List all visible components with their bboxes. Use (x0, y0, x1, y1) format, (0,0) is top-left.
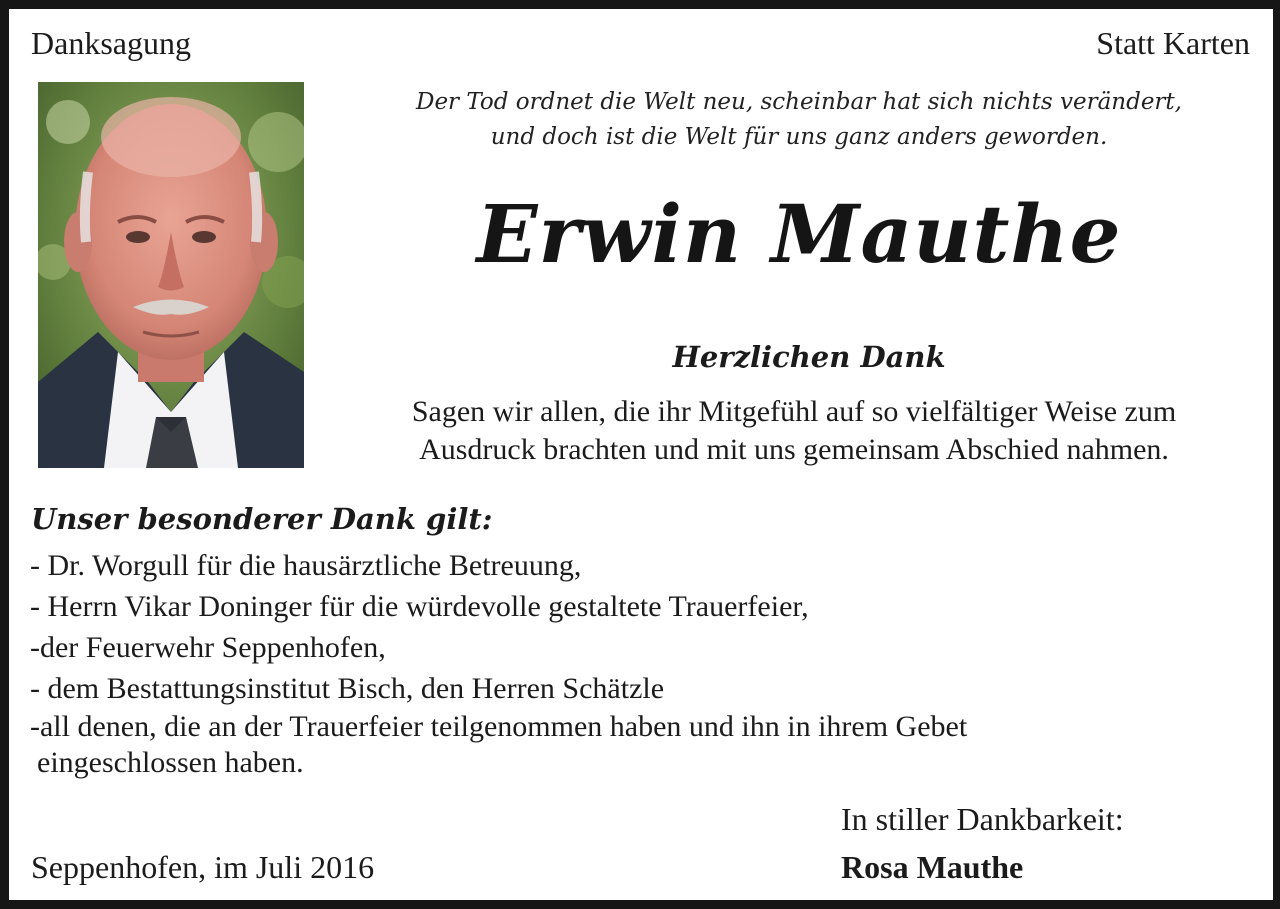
place-date: Seppenhofen, im Juli 2016 (31, 849, 375, 885)
list-item: - Dr. Worgull für die hausärztliche Betreuung, (30, 549, 582, 582)
thanks-line-2: Ausdruck brachten und mit uns gemeinsam Abschied nahmen. (419, 433, 1169, 466)
header-statt-karten: Statt Karten (1096, 25, 1250, 61)
quote-line-2: und doch ist die Welt für uns ganz anders geworden. (490, 124, 1108, 150)
thanks-title: Herzlichen Dank (672, 340, 946, 374)
quote-block (349, 85, 1249, 155)
thanks-body (339, 393, 1249, 469)
special-thanks-list (30, 545, 967, 781)
closing-phrase: In stiller Dankbarkeit: (841, 801, 1124, 837)
deceased-name: Erwin Mauthe (476, 187, 1122, 281)
portrait-photo (38, 82, 304, 468)
special-thanks-title: Unser besonderer Dank gilt: (31, 502, 493, 536)
list-item: - Herrn Vikar Doninger für die würdevolle gestaltete Trauerfeier, (30, 590, 809, 623)
thanks-line-1: Sagen wir allen, die ihr Mitgefühl auf so vielfältiger Weise zum (411, 395, 1177, 428)
header-danksagung: Danksagung (31, 25, 191, 61)
list-item: - dem Bestattungsinstitut Bisch, den Herren Schätzle (30, 672, 665, 705)
quote-line-1: Der Tod ordnet die Welt neu, scheinbar hat sich nichts verändert, (416, 89, 1182, 115)
signer-name: Rosa Mauthe (841, 849, 1024, 885)
list-item-line-1: -all denen, die an der Trauerfeier teilgenommen haben und ihn in ihrem Gebet (30, 710, 968, 743)
list-item-line-2: eingeschlossen haben. (37, 746, 304, 779)
list-item: -der Feuerwehr Seppenhofen, (30, 631, 386, 664)
list-item (30, 709, 967, 781)
